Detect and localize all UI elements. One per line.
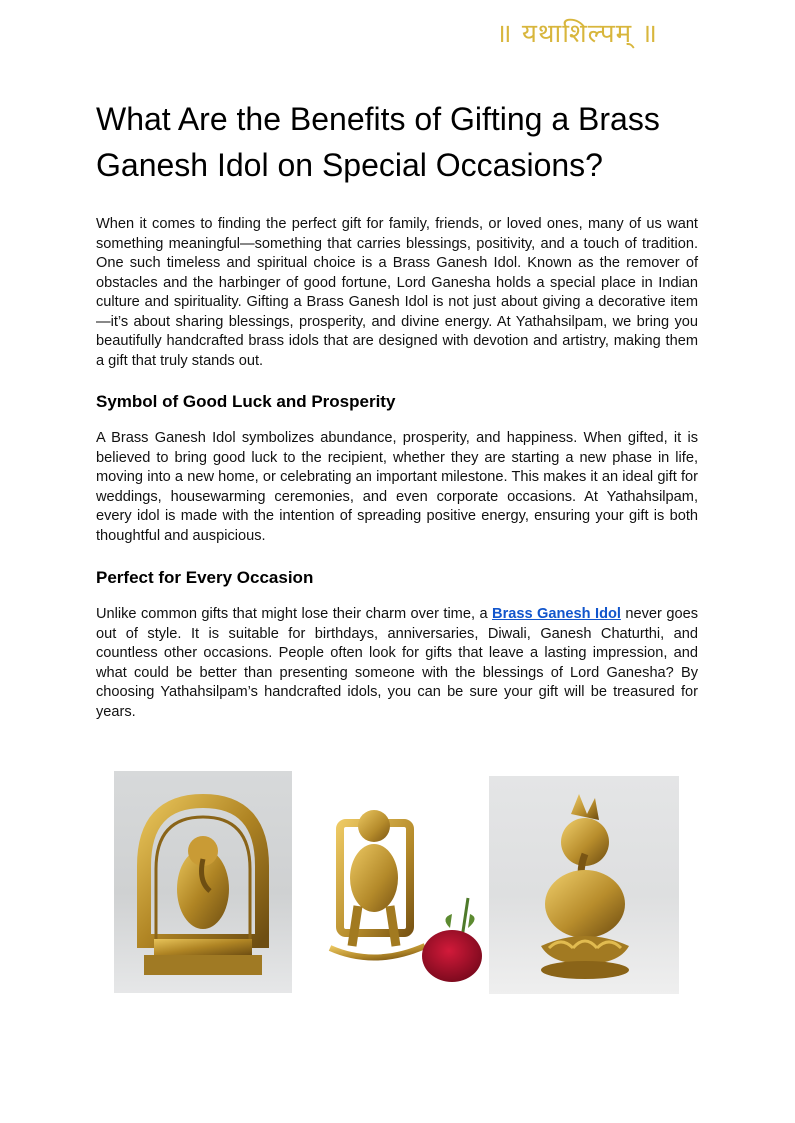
brand-logo: ॥ यथाशिल्पम् ॥ [496,19,658,49]
ganesh-rocking-chair-photo [300,778,486,993]
ganesh-idol-arch-photo [114,771,292,993]
ganesh-lotus-photo [489,776,679,994]
section-heading-every-occasion: Perfect for Every Occasion [96,568,314,587]
section-heading-good-luck: Symbol of Good Luck and Prosperity [96,392,396,411]
good-luck-paragraph: A Brass Ganesh Idol symbolizes abundance, prosperity, and happiness. When gifted, it is believed to bring good luck to the recipient, whether they are starting a new phase in life, moving into a new home, or celebrating an important milestone. This makes it an ideal gift for weddings, housewarming ceremonies, and even corporate occasions. At Yathahsilpam, every idol is made with the intention of spreading positive energy, ensuring your gift is both thoughtful and auspicious. [96,430,698,544]
article [96,96,698,722]
page-title: What Are the Benefits of Gifting a Brass Ganesh Idol on Special Occasions? [96,101,660,183]
intro-paragraph: When it comes to finding the perfect gift for family, friends, or loved ones, many of us want something meaningful—something that carries blessings, positivity, and a touch of tradition. One such timeless and spiritual choice is a Brass Ganesh Idol. Known as the remover of obstacles and the harbinger of good fortune, Lord Ganesha holds a special place in Indian culture and spirituality. Gifting a Brass Ganesh Idol is not just about giving a decorative item—it’s about sharing blessings, prosperity, and divine energy. At Yathahsilpam, we bring you beautifully handcrafted brass idols that are designed with devotion and artistry, making them a gift that truly stands out. [96,216,698,369]
occasion-text-after-link: never goes out of style. It is suitable for birthdays, anniversaries, Diwali, Ganesh Chaturthi, and countless other occasions. People often look for gifts that leave a lasting impression, and what could be better than presenting someone with the blessings of Lord Ganesha? By choosing Yathahsilpam’s handcrafted idols, you can be sure your gift will be treasured for years. [96,606,698,720]
every-occasion-paragraph [96,605,698,722]
occasion-text-before-link: Unlike common gifts that might lose their charm over time, a [96,606,493,622]
brass-ganesh-idol-link[interactable]: Brass Ganesh Idol [492,606,621,622]
